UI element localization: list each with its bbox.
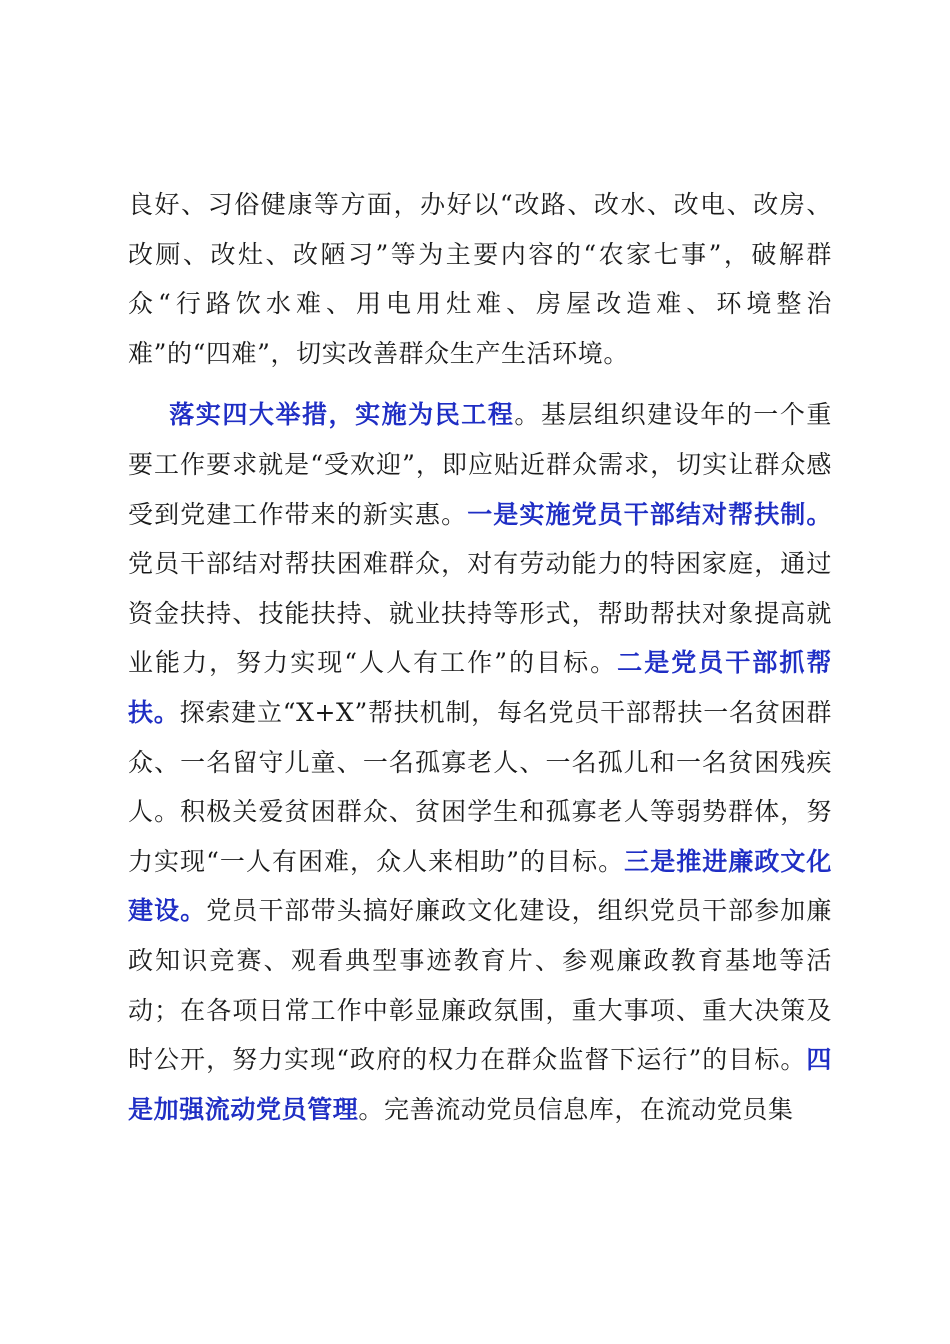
section-heading: 落实四大举措，实施为民工程 [169,400,515,430]
point-3-text: 党员干部带头搞好廉政文化建设，组织党员干部参加廉政知识竞赛、观看典型事迹教育片、参观廉政教育基地等活动；在各项日常工作中彰显廉政氛围，重大事项、重大决策及时公开，努力实现“政府的权力在群众监督下运行”的目标。 [128,896,832,1075]
point-1-heading: 一是实施党员干部结对帮扶制。 [467,499,832,529]
section-intro: 。基层组织建设年的一个重要工作要求就是“受欢迎”，即应贴近群众需求，切实让群众感受到党建工作带来的新实惠。 [128,400,832,529]
point-2-heading: 二是党员干部抓帮扶。 [128,648,832,727]
paragraph-four-measures [128,390,832,1134]
point-4-heading: 四是加强流动党员管理 [128,1045,832,1124]
paragraph-text: 良好、习俗健康等方面，办好以“改路、改水、改电、改房、改厕、改灶、改陋习”等为主要内容的“农家七事”，破解群众“行路饮水难、用电用灶难、房屋改造难、环境整治难”的“四难”，切实改善群众生产生活环境。 [128,190,832,368]
point-1-text: 党员干部结对帮扶困难群众，对有劳动能力的特困家庭，通过资金扶持、技能扶持、就业扶持等形式，帮助帮扶对象提高就业能力，努力实现“人人有工作”的目标。 [128,549,832,678]
paragraph-village-environment [128,180,832,378]
document-body [128,180,832,1134]
point-4-text: 。完善流动党员信息库，在流动党员集 [358,1094,794,1124]
point-3-heading: 三是推进廉政文化建设。 [128,846,832,926]
point-2-text: 探索建立“X+X”帮扶机制，每名党员干部帮扶一名贫困群众、一名留守儿童、一名孤寡老人、一名孤儿和一名贫困残疾人。积极关爱贫困群众、贫困学生和孤寡老人等弱势群体，努力实现“一人有困难，众人来相助”的目标。 [128,697,832,876]
